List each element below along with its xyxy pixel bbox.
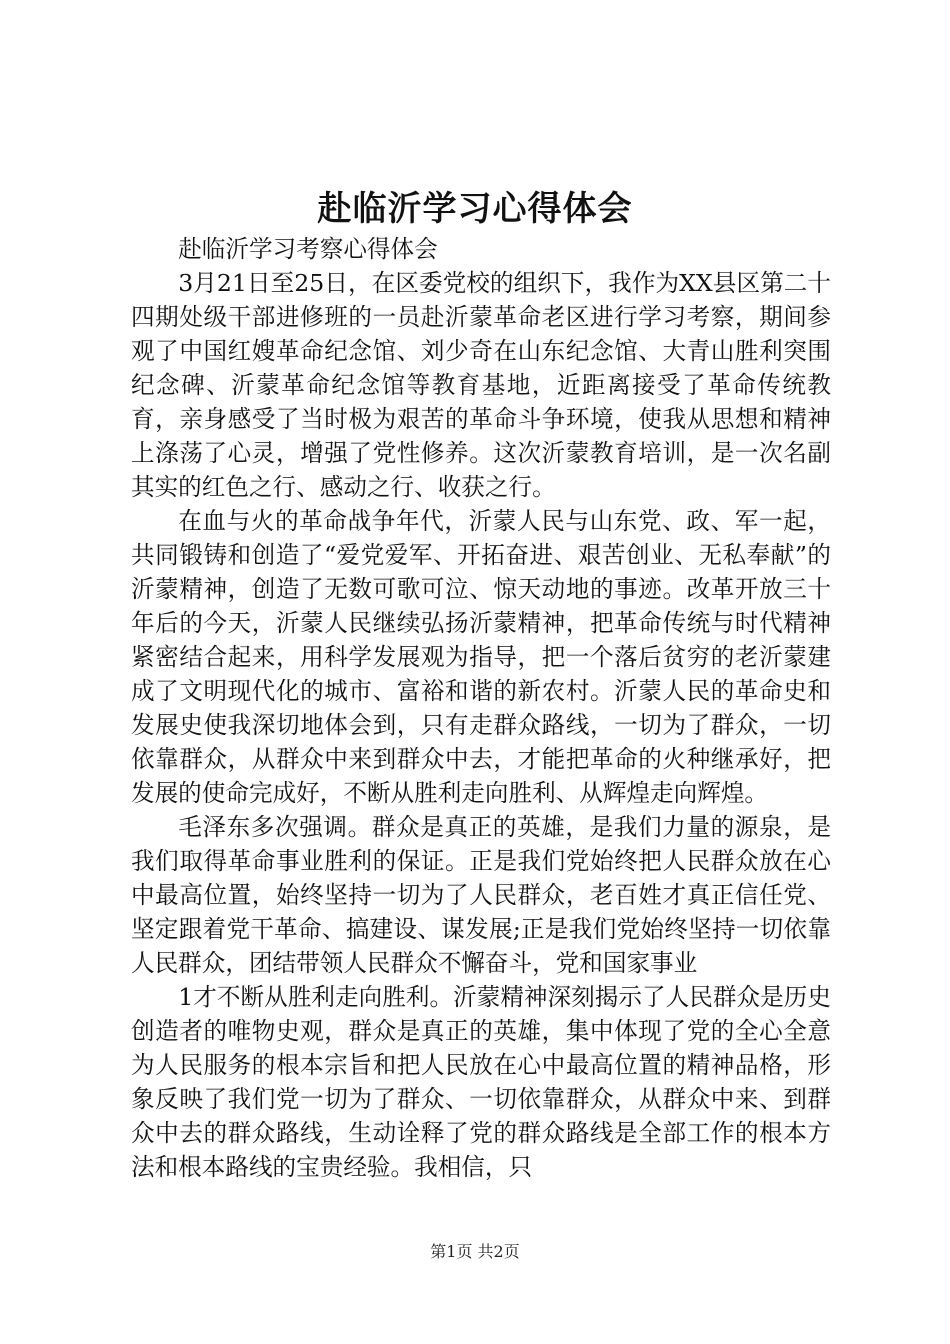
paragraph-3: 毛泽东多次强调。群众是真正的英雄，是我们力量的源泉，是我们取得革命事业胜利的保证。正是我们党始终把人民群众放在心中最高位置，始终坚持一切为了人民群众，老百姓才真正信任党、坚定跟着党干革命、搞建设、谋发展;正是我们党始终坚持一切依靠人民群众，团结带领人民群众不懈奋斗，党和国家事业: [131, 813, 831, 977]
paragraph-4: 1才不断从胜利走向胜利。沂蒙精神深刻揭示了人民群众是历史创造者的唯物史观，群众是真正的英雄，集中体现了党的全心全意为人民服务的根本宗旨和把人民放在心中最高位置的精神品格，形象反映了我们党一切为了群众、一切依靠群众，从群众中来、到群众中去的群众路线，生动诠释了党的群众路线是全部工作的根本方法和根本路线的宝贵经验。我相信，只: [131, 983, 831, 1181]
document-body: [131, 232, 831, 1184]
paragraph-1: 3月21日至25日，在区委党校的组织下，我作为XX县区第二十四期处级干部进修班的一员赴沂蒙革命老区进行学习考察，期间参观了中国红嫂革命纪念馆、刘少奇在山东纪念馆、大青山胜利突围纪念碑、沂蒙革命纪念馆等教育基地，近距离接受了革命传统教育，亲身感受了当时极为艰苦的革命斗争环境，使我从思想和精神上涤荡了心灵，增强了党性修养。这次沂蒙教育培训，是一次名副其实的红色之行、感动之行、收获之行。: [131, 269, 831, 501]
document-title: 赴临沂学习心得体会: [317, 189, 633, 229]
page-number-footer: 第1页 共2页: [430, 1242, 520, 1261]
paragraph-2: 在血与火的革命战争年代，沂蒙人民与山东党、政、军一起，共同锻铸和创造了“爱党爱军、开拓奋进、艰苦创业、无私奉献”的沂蒙精神，创造了无数可歌可泣、惊天动地的事迹。改革开放三十年后的今天，沂蒙人民继续弘扬沂蒙精神，把革命传统与时代精神紧密结合起来，用科学发展观为指导，把一个落后贫穷的老沂蒙建成了文明现代化的城市、富裕和谐的新农村。沂蒙人民的革命史和发展史使我深切地体会到，只有走群众路线，一切为了群众，一切依靠群众，从群众中来到群众中去，才能把革命的火种继承好，把发展的使命完成好，不断从胜利走向胜利、从辉煌走向辉煌。: [131, 507, 831, 807]
document-subtitle: 赴临沂学习考察心得体会: [178, 235, 438, 263]
